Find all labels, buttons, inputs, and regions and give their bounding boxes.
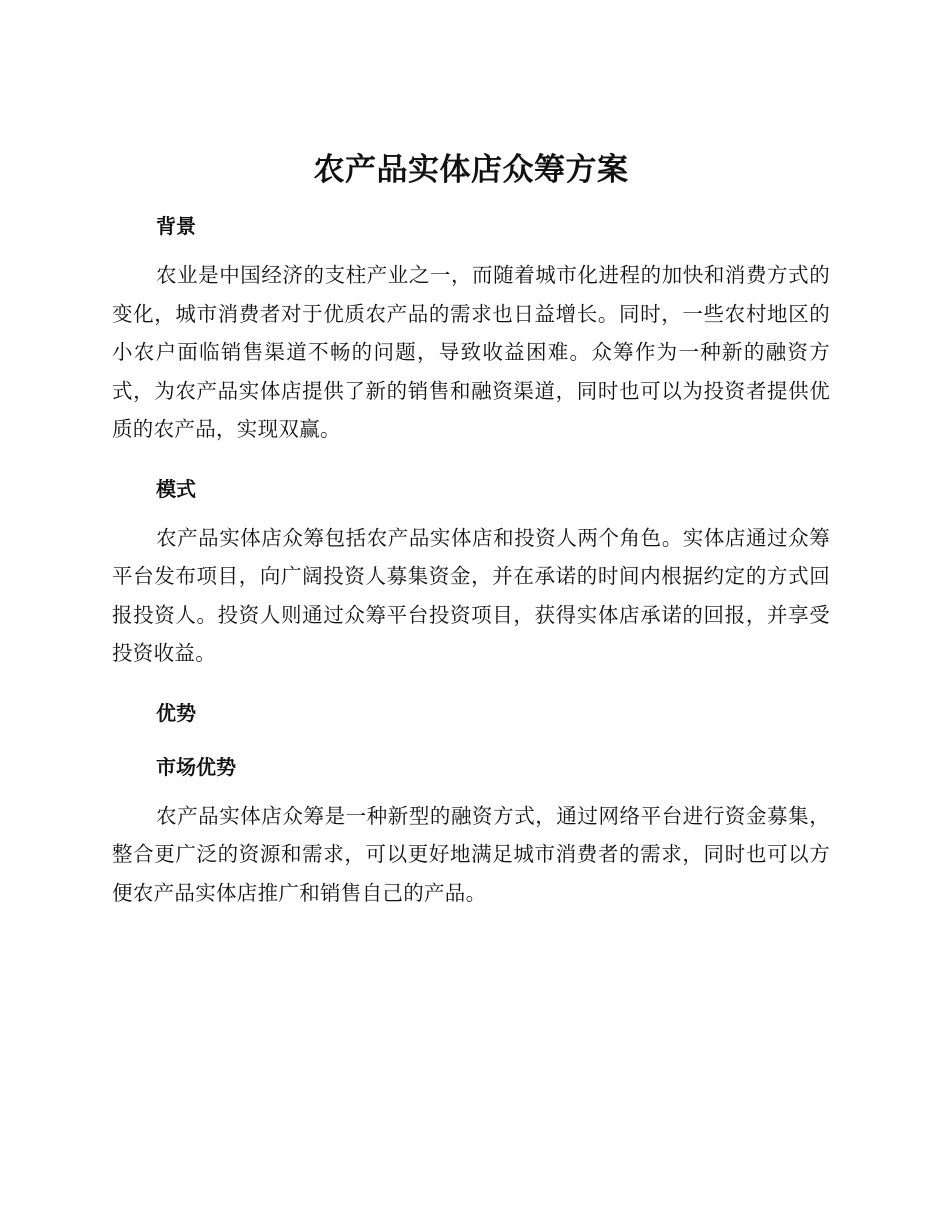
section-paragraph-background: 农业是中国经济的支柱产业之一，而随着城市化进程的加快和消费方式的变化，城市消费者对于优质农产品的需求也日益增长。同时，一些农村地区的小农户面临销售渠道不畅的问题，导致收益困难。众筹作为一种新的融资方式，为农产品实体店提供了新的销售和融资渠道，同时也可以为投资者提供优质的农产品，实现双赢。: [112, 263, 830, 441]
document-title: 农产品实体店众筹方案: [313, 152, 629, 188]
section-heading-model: 模式: [156, 476, 196, 501]
document-page: [112, 140, 830, 912]
section-paragraph-market-advantages: 农产品实体店众筹是一种新型的融资方式，通过网络平台进行资金募集，整合更广泛的资源和需求，可以更好地满足城市消费者的需求，同时也可以方便农产品实体店推广和销售自己的产品。: [112, 803, 830, 905]
section-heading-background: 背景: [156, 214, 196, 238]
section-paragraph-model: 农产品实体店众筹包括农产品实体店和投资人两个角色。实体店通过众筹平台发布项目，向广阔投资人募集资金，并在承诺的时间内根据约定的方式回报投资人。投资人则通过众筹平台投资项目，获得实体店承诺的回报，并享受投资收益。: [112, 525, 830, 665]
section-heading-advantages: 优势: [156, 700, 196, 725]
section-heading-market-advantages: 市场优势: [156, 754, 236, 779]
